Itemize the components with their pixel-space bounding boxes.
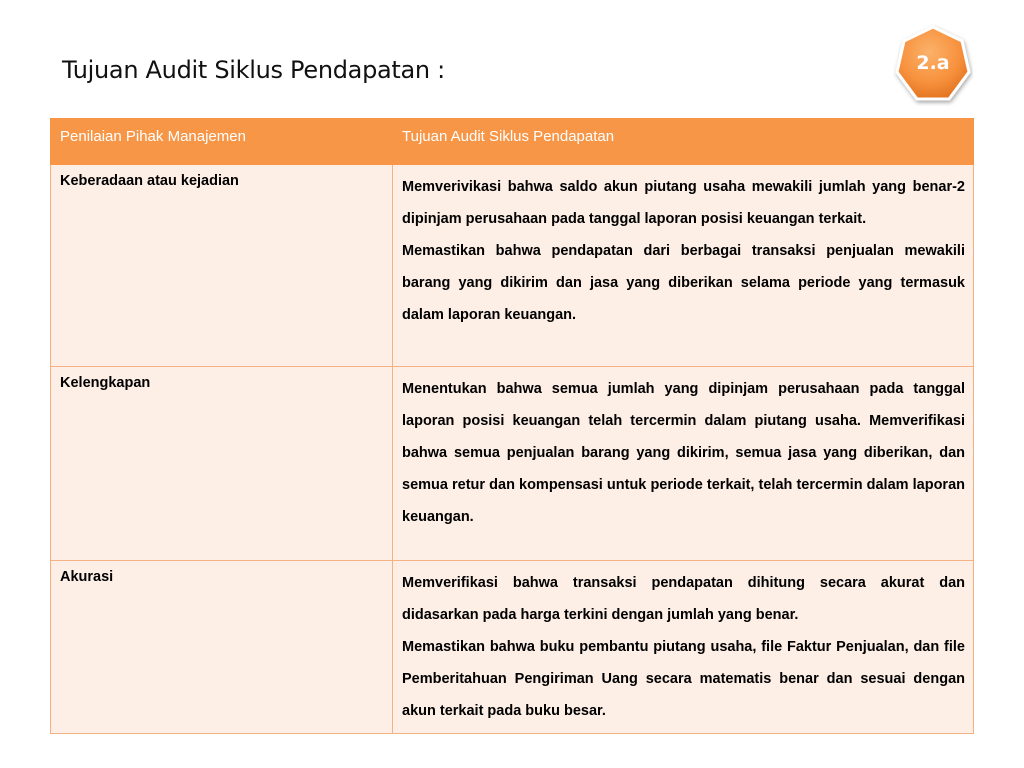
objective-paragraph: Memastikan bahwa pendapatan dari berbagai transaksi penjualan mewakili barang yang dikirim dan jasa yang diberikan selama periode yang termasuk dalam laporan keuangan. [402,243,965,323]
slide-number-badge [893,24,973,106]
row-label-cell [51,367,393,561]
objective-paragraph: Memverifikasi bahwa transaksi pendapatan dihitung secara akurat dan didasarkan pada harga terkini dengan jumlah yang benar. [402,575,965,623]
row-label: Akurasi [60,569,114,585]
header-audit-objective: Tujuan Audit Siklus Pendapatan [393,119,974,165]
objective-paragraph: Memverivikasi bahwa saldo akun piutang usaha mewakili jumlah yang benar-2 dipinjam perusahaan pada tanggal laporan posisi keuangan terkait. [402,179,965,227]
audit-objectives-table [50,118,974,734]
objective-paragraph: Menentukan bahwa semua jumlah yang dipinjam perusahaan pada tanggal laporan posisi keuangan telah tercermin dalam piutang usaha. Memverifikasi bahwa semua penjualan barang yang dikirim, semua jasa yang diberikan, dan semua retur dan kompensasi untuk periode terkait, telah tercermin dalam laporan keuangan. [402,381,965,525]
table-header-row [51,119,974,165]
row-label: Kelengkapan [60,375,151,391]
objective-paragraph: Memastikan bahwa buku pembantu piutang usaha, file Faktur Penjualan, dan file Pemberitahuan Pengiriman Uang secara matematis benar dan sesuai dengan akun terkait pada buku besar. [402,639,965,719]
row-label-cell [51,561,393,734]
row-objective-cell [393,561,974,734]
header-management-assessment: Penilaian Pihak Manajemen [51,119,393,165]
table-row [51,165,974,367]
table-row [51,367,974,561]
row-label-cell [51,165,393,367]
slide-number: 2.a [916,52,950,74]
row-label: Keberadaan atau kejadian [60,173,239,189]
row-objective-cell [393,367,974,561]
slide-title: Tujuan Audit Siklus Pendapatan : [62,56,445,84]
row-objective-cell [393,165,974,367]
table-row [51,561,974,734]
